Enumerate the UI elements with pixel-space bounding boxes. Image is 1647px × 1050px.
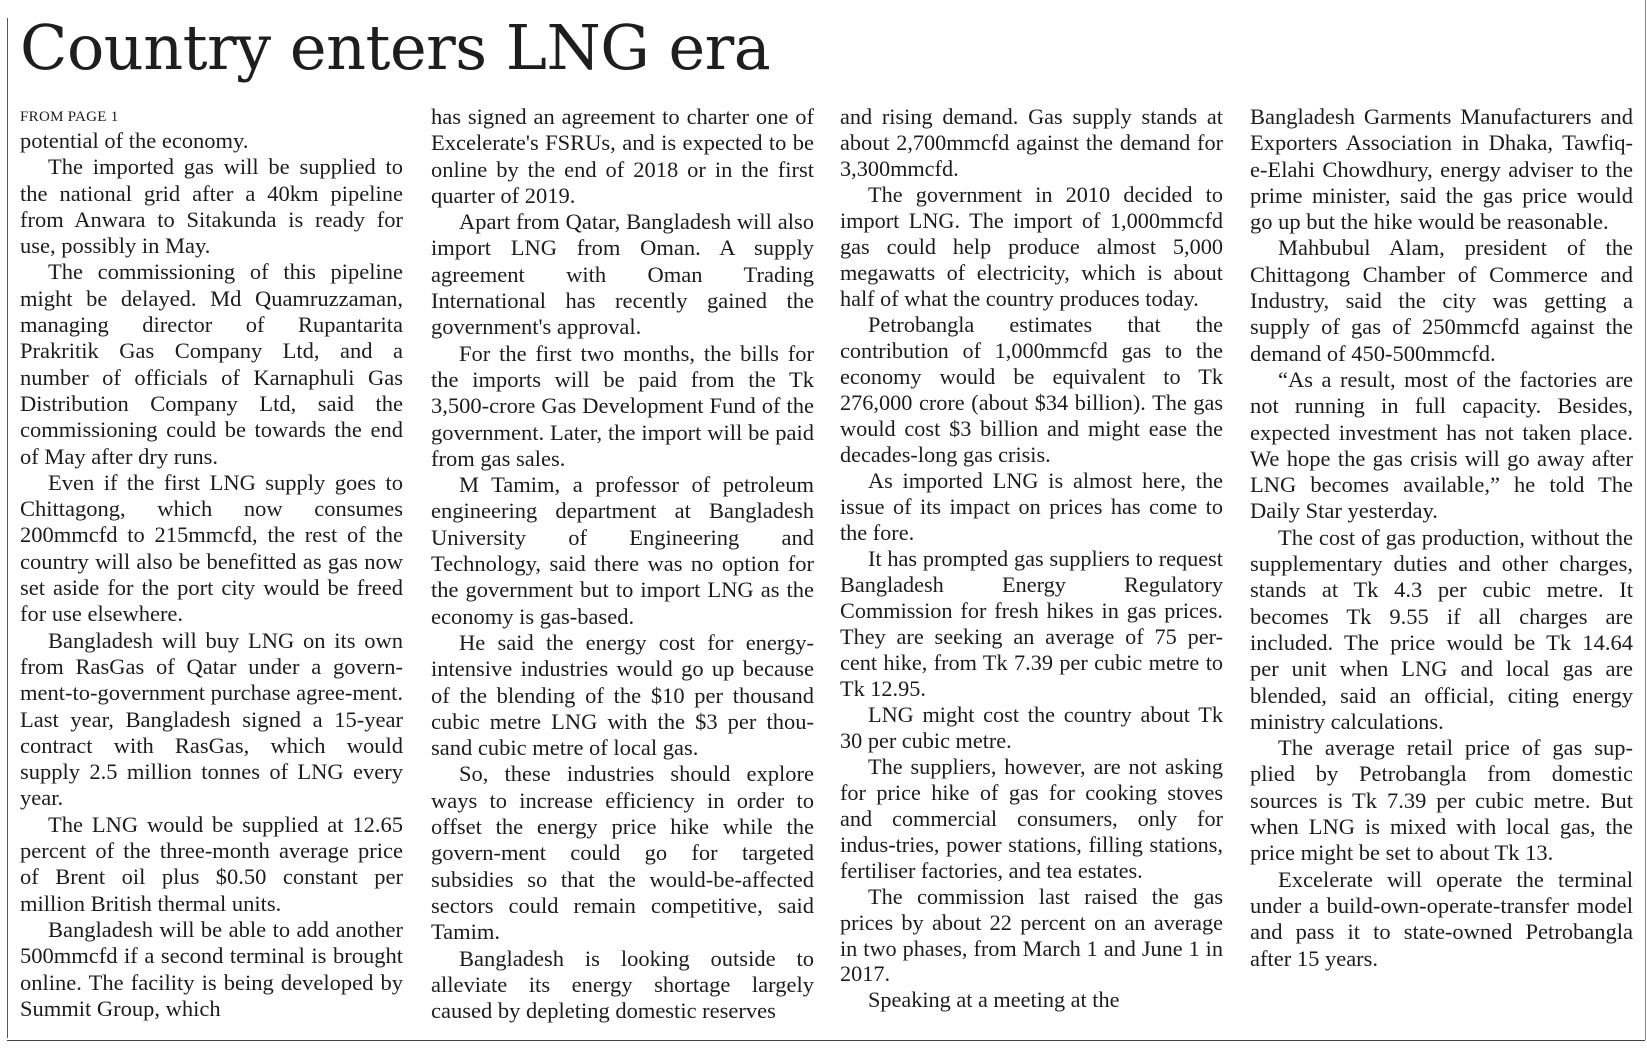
article-column-2 — [431, 104, 814, 1030]
paragraph: For the first two months, the bills for the imports will be paid from the Tk 3,500-crore Gas Development Fund of the government. Later, the import will be paid from gas sales. — [431, 340, 814, 471]
article-column-1 — [20, 104, 403, 1030]
paragraph: The government in 2010 decided to import LNG. The import of 1,000mmcfd gas could help produce almost 5,000 megawatts of electricity, which is about half of what the country produces today. — [840, 181, 1223, 311]
article-column-4 — [1250, 104, 1633, 1030]
bottom-rule — [7, 1040, 1645, 1041]
paragraph: The average retail price of gas sup-plied by Petrobangla from domestic sources is Tk 7.39 per cubic metre. But when LNG is mixed with local gas, the price might be set to about Tk 13. — [1250, 735, 1633, 866]
paragraph: The cost of gas production, without the supplementary duties and other charges, stands at Tk 4.3 per cubic metre. It becomes Tk 9.55 if all charges are included. The price would be Tk 14.64 per unit when LNG and local gas are blended, said an official, citing energy ministry calculations. — [1250, 524, 1633, 734]
paragraph: The suppliers, however, are not asking for price hike of gas for cooking stoves and commercial consumers, only for indus-tries, power stations, filling stations, fertiliser factories, and tea estates. — [840, 753, 1223, 883]
paragraph: It has prompted gas suppliers to request Bangladesh Energy Regulatory Commission for fresh hikes in gas prices. They are seeking an average of 75 per-cent hike, from Tk 7.39 per cubic metre to Tk 12.95. — [840, 545, 1223, 701]
paragraph: M Tamim, a professor of petroleum engineering department at Bangladesh University of Engineering and Technology, said there was no option for the government but to import LNG as the economy is gas-based. — [431, 472, 814, 629]
paragraph: and rising demand. Gas supply stands at about 2,700mmcfd against the demand for 3,300mmcfd. — [840, 104, 1223, 181]
paragraph: Even if the first LNG supply goes to Chittagong, which now consumes 200mmcfd to 215mmcfd, the rest of the country will also be benefitted as gas now set aside for the port city would be freed for use elsewhere. — [20, 469, 403, 627]
paragraph: Mahbubul Alam, president of the Chittagong Chamber of Commerce and Industry, said the city was getting a supply of gas of 250mmcfd against the demand of 450-500mmcfd. — [1250, 235, 1633, 366]
paragraph: The LNG would be supplied at 12.65 percent of the three-month average price of Brent oil plus $0.50 constant per million British thermal units. — [20, 811, 403, 916]
article-column-3 — [840, 104, 1223, 1030]
paragraph: Speaking at a meeting at the — [868, 987, 1120, 1013]
paragraph: As imported LNG is almost here, the issue of its impact on prices has come to the fore. — [840, 467, 1223, 545]
paragraph: Apart from Qatar, Bangladesh will also import LNG from Oman. A supply agreement with Oman Trading International has recently gained the government's approval. — [431, 209, 814, 340]
paragraph: Bangladesh will buy LNG on its own from RasGas of Qatar under a govern-ment-to-government purchase agree-ment. Last year, Bangladesh signed a 15-year contract with RasGas, which would supply 2.5 million tonnes of LNG every year. — [20, 627, 403, 811]
headline: Country enters LNG era — [20, 11, 771, 84]
paragraph: The commissioning of this pipeline might be delayed. Md Quamruzzaman, managing director of Rupantarita Prakritik Gas Company Ltd, and a number of officials of Karnaphuli Gas Distribution Company Ltd, said the commissioning could be towards the end of May after dry runs. — [20, 259, 403, 469]
paragraph: So, these industries should explore ways to increase efficiency in order to offset the energy price hike while the govern-ment could go for targeted subsidies so that the would-be-affected sectors could remain competitive, said Tamim. — [431, 761, 814, 945]
paragraph: Excelerate will operate the terminal under a build-own-operate-transfer model and pass it to state-owned Petrobangla after 15 years. — [1250, 866, 1633, 971]
paragraph: Bangladesh Garments Manufacturers and Exporters Association in Dhaka, Tawfiq-e-Elahi Chowdhury, energy adviser to the prime minister, said the gas price would go up but the hike would be reasonable. — [1250, 104, 1633, 235]
paragraph: potential of the economy. — [20, 128, 249, 153]
column-rule-right — [1645, 0, 1646, 1040]
paragraph: Bangladesh is looking outside to alleviate its energy shortage largely caused by depleting domestic reserves — [431, 945, 814, 1024]
paragraph: “As a result, most of the factories are not running in full capacity. Besides, expected investment has not taken place. We hope the gas crisis will go away after LNG becomes available,” he told The Daily Star yesterday. — [1250, 366, 1633, 524]
paragraph: LNG might cost the country about Tk 30 per cubic metre. — [840, 701, 1223, 753]
column-rule-left — [7, 18, 8, 1038]
paragraph: Petrobangla estimates that the contribution of 1,000mmcfd gas to the economy would be equivalent to Tk 276,000 crore (about $34 billion). The gas would cost $3 billion and might ease the decades-long gas crisis. — [840, 311, 1223, 467]
paragraph: has signed an agreement to charter one of Excelerate's FSRUs, and is expected to be online by the end of 2018 or in the first quarter of 2019. — [431, 104, 814, 208]
paragraph: He said the energy cost for energy-intensive industries would go up because of the blending of the $10 per thousand cubic metre LNG with the $3 per thou-sand cubic metre of local gas. — [431, 629, 814, 761]
paragraph: The commission last raised the gas prices by about 22 percent on an average in two phases, from March 1 and June 1 in 2017. — [840, 883, 1223, 987]
paragraph: The imported gas will be supplied to the national grid after a 40km pipeline from Anwara to Sitakunda is ready for use, possibly in May. — [20, 154, 403, 259]
dateline: FROM PAGE 1 — [20, 109, 119, 125]
paragraph: Bangladesh will be able to add another 500mmcfd if a second terminal is brought online. The facility is being developed by Summit Group, which — [20, 916, 403, 1021]
